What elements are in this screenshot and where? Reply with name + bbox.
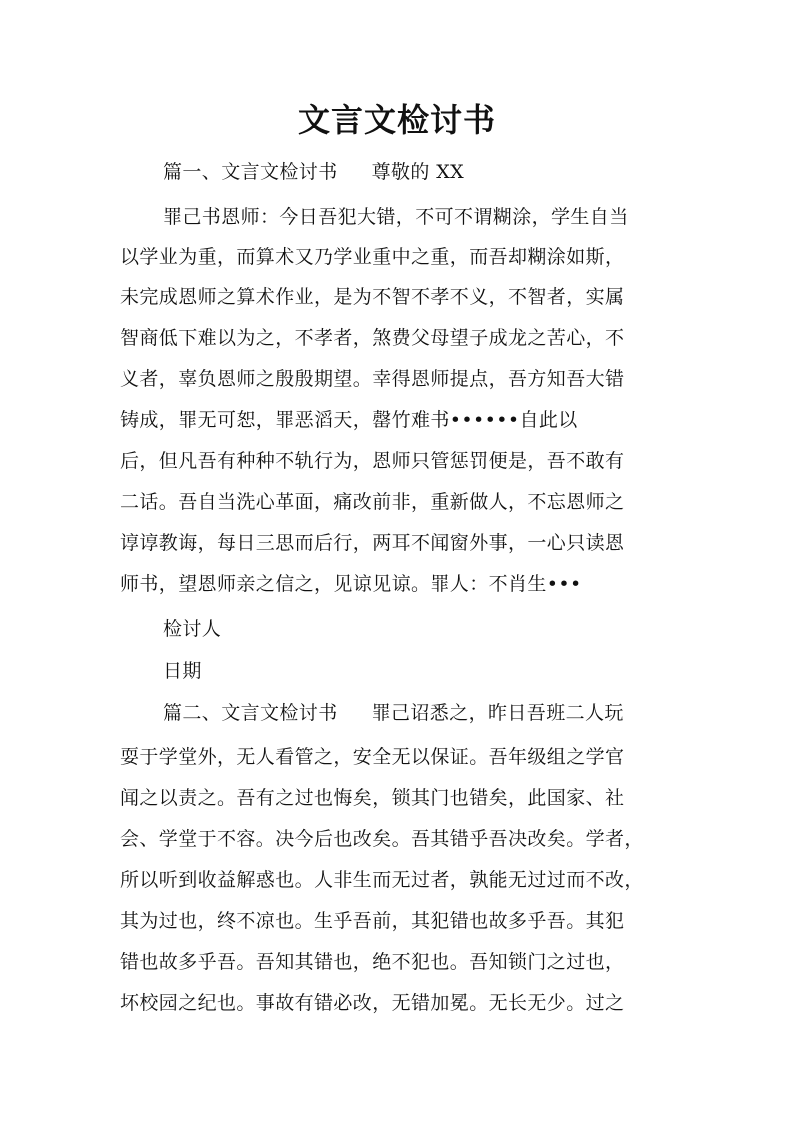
- paragraph-line: 罪己书恩师：今日吾犯大错，不可不谓糊涂，学生自当: [163, 206, 629, 228]
- paragraph-line: 坏校园之纪也。事故有错必改，无错加冕。无长无少。过之: [120, 992, 625, 1014]
- paragraph-line: [163, 157, 464, 187]
- paragraph-line: 铸成，罪无可恕，罪恶滔天，罄竹难书••••••自此以: [120, 409, 578, 431]
- paragraph-line: 师书，望恩师亲之信之，见谅见谅。罪人：不肖生•••: [120, 573, 582, 595]
- salutation: 尊敬的 XX: [371, 161, 465, 183]
- paragraph-line: 未完成恩师之算术作业，是为不智不孝不义，不智者，实属: [120, 286, 625, 308]
- date-label: 日期: [163, 660, 202, 682]
- signature-label: 检讨人: [163, 618, 222, 640]
- paragraph-line: 错也故多乎吾。吾知其错也，绝不犯也。吾知锁门之过也，: [120, 951, 625, 973]
- paragraph-line: 义者，辜负恩师之殷殷期望。幸得恩师提点，吾方知吾大错: [120, 368, 625, 390]
- section-heading: 篇一、文言文检讨书: [163, 161, 338, 183]
- paragraph-line: 闻之以责之。吾有之过也悔矣，锁其门也错矣，此国家、社: [120, 787, 625, 809]
- paragraph-line: 其为过也，终不凉也。生乎吾前，其犯错也故多乎吾。其犯: [120, 910, 625, 932]
- paragraph-line: 所以听到收益解惑也。人非生而无过者，孰能无过过而不改，: [120, 869, 644, 891]
- paragraph-line: 会、学堂于不容。决今后也改矣。吾其错乎吾决改矣。学者，: [120, 828, 644, 850]
- paragraph-line: 二话。吾自当洗心革面，痛改前非，重新做人，不忘恩师之: [120, 491, 625, 513]
- paragraph-text: 罪己诏悉之，昨日吾班二人玩: [371, 702, 624, 724]
- paragraph-line: 后，但凡吾有种种不轨行为，恩师只管惩罚便是，吾不敢有: [120, 450, 625, 472]
- paragraph-line: 谆谆教诲，每日三思而后行，两耳不闻窗外事，一心只读恩: [120, 532, 625, 554]
- paragraph-line: [163, 698, 624, 728]
- section-heading: 篇二、文言文检讨书: [163, 702, 338, 724]
- paragraph-line: 智商低下难以为之，不孝者，煞费父母望子成龙之苦心，不: [120, 327, 625, 349]
- paragraph-line: 以学业为重，而算术又乃学业重中之重，而吾却糊涂如斯，: [120, 246, 625, 268]
- document-title: 文言文检讨书: [297, 101, 496, 139]
- paragraph-line: 耍于学堂外，无人看管之，安全无以保证。吾年级组之学官: [120, 746, 625, 768]
